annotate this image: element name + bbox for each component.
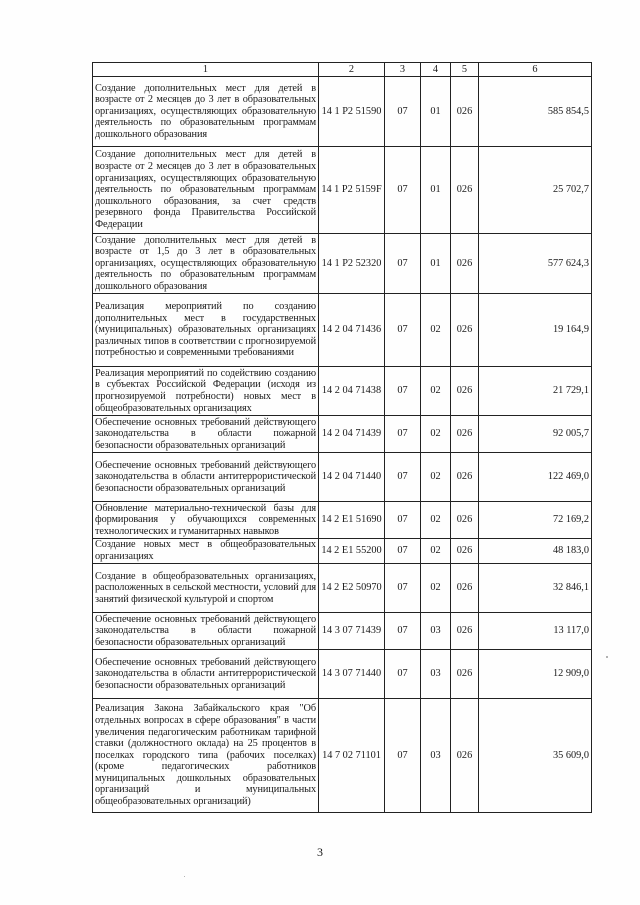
scan-speck (184, 876, 185, 877)
row-section: 07 (385, 234, 421, 294)
row-amount: 19 164,9 (479, 294, 592, 367)
row-code: 14 1 P2 52320 (319, 234, 385, 294)
row-code: 14 2 E1 55200 (319, 539, 385, 564)
row-amount: 92 005,7 (479, 416, 592, 453)
row-code: 14 2 04 71440 (319, 453, 385, 502)
row-amount: 122 469,0 (479, 453, 592, 502)
row-name: Реализация мероприятий по содействию созданию в субъектах Российской Федерации (исходя из прогнозируемой потребности) новых мест в общеобразовательных организациях (93, 367, 319, 416)
row-code: 14 2 04 71439 (319, 416, 385, 453)
row-code: 14 7 02 71101 (319, 699, 385, 813)
row-subsection: 01 (421, 147, 451, 234)
row-group: 026 (451, 367, 479, 416)
row-name: Реализация мероприятий по созданию дополнительных мест в государственных (муниципальных) образовательных организациях различных типов в соответствии с прогнозируемой потребностью и современными требованиями (93, 294, 319, 367)
row-amount: 577 624,3 (479, 234, 592, 294)
row-group: 026 (451, 539, 479, 564)
table-row (93, 234, 592, 294)
row-group: 026 (451, 77, 479, 147)
row-section: 07 (385, 147, 421, 234)
page-number: 3 (317, 845, 323, 859)
scan-speck (606, 656, 608, 658)
row-section: 07 (385, 453, 421, 502)
table-row (93, 613, 592, 650)
table-row (93, 564, 592, 613)
row-section: 07 (385, 294, 421, 367)
row-name: Обеспечение основных требований действующего законодательства в области антитеррористической безопасности образовательных организаций (93, 453, 319, 502)
column-header-amount: 6 (479, 63, 592, 77)
row-group: 026 (451, 234, 479, 294)
row-code: 14 3 07 71440 (319, 650, 385, 699)
column-header-code: 2 (319, 63, 385, 77)
budget-table (92, 62, 592, 813)
table-row (93, 699, 592, 813)
row-subsection: 02 (421, 294, 451, 367)
row-subsection: 03 (421, 613, 451, 650)
table-row (93, 367, 592, 416)
table-row (93, 147, 592, 234)
row-group: 026 (451, 294, 479, 367)
row-section: 07 (385, 564, 421, 613)
row-subsection: 03 (421, 699, 451, 813)
row-name: Создание дополнительных мест для детей в возрасте от 2 месяцев до 3 лет в образовательных организациях, осуществляющих образовательную деятельность по образовательным программам дошкольного образования, за счет средств резервного фонда Правительства Российской Федерации (93, 147, 319, 234)
row-subsection: 02 (421, 367, 451, 416)
row-section: 07 (385, 416, 421, 453)
table-row (93, 650, 592, 699)
row-subsection: 01 (421, 77, 451, 147)
row-section: 07 (385, 699, 421, 813)
row-code: 14 2 04 71436 (319, 294, 385, 367)
row-subsection: 02 (421, 502, 451, 539)
row-section: 07 (385, 650, 421, 699)
row-amount: 12 909,0 (479, 650, 592, 699)
row-amount: 48 183,0 (479, 539, 592, 564)
row-subsection: 01 (421, 234, 451, 294)
row-name: Создание в общеобразовательных организациях, расположенных в сельской местности, условий для занятий физической культурой и спортом (93, 564, 319, 613)
row-code: 14 3 07 71439 (319, 613, 385, 650)
row-amount: 13 117,0 (479, 613, 592, 650)
row-group: 026 (451, 699, 479, 813)
row-code: 14 2 E1 51690 (319, 502, 385, 539)
row-group: 026 (451, 650, 479, 699)
row-code: 14 2 04 71438 (319, 367, 385, 416)
row-name: Обеспечение основных требований действующего законодательства в области пожарной безопасности образовательных организаций (93, 613, 319, 650)
row-amount: 32 846,1 (479, 564, 592, 613)
row-subsection: 03 (421, 650, 451, 699)
table-row (93, 77, 592, 147)
row-code: 14 2 E2 50970 (319, 564, 385, 613)
table-row (93, 294, 592, 367)
row-section: 07 (385, 613, 421, 650)
row-group: 026 (451, 613, 479, 650)
row-amount: 25 702,7 (479, 147, 592, 234)
row-subsection: 02 (421, 416, 451, 453)
row-subsection: 02 (421, 453, 451, 502)
row-group: 026 (451, 416, 479, 453)
row-section: 07 (385, 367, 421, 416)
row-code: 14 1 P2 51590 (319, 77, 385, 147)
row-name: Создание дополнительных мест для детей в возрасте от 1,5 до 3 лет в образовательных организациях, осуществляющих образовательную деятельность по образовательным программам дошкольного образования (93, 234, 319, 294)
table-row (93, 416, 592, 453)
row-name: Обновление материально-технической базы для формирования у обучающихся современных технологических и гуманитарных навыков (93, 502, 319, 539)
table-row (93, 502, 592, 539)
column-header-subsection: 4 (421, 63, 451, 77)
row-group: 026 (451, 502, 479, 539)
row-group: 026 (451, 453, 479, 502)
column-header-section: 3 (385, 63, 421, 77)
row-section: 07 (385, 539, 421, 564)
table-row (93, 539, 592, 564)
row-code: 14 1 P2 5159F (319, 147, 385, 234)
row-section: 07 (385, 502, 421, 539)
row-name: Создание дополнительных мест для детей в возрасте от 2 месяцев до 3 лет в образовательных организациях, осуществляющих образовательную деятельность по образовательным программам дошкольного образования (93, 77, 319, 147)
column-header-name: 1 (93, 63, 319, 77)
row-subsection: 02 (421, 539, 451, 564)
table-row (93, 453, 592, 502)
row-name: Реализация Закона Забайкальского края "Об отдельных вопросах в сфере образования" в части увеличения педагогическим работникам тарифной ставки (должностного оклада) на 25 процентов в поселках городского типа (рабочих поселках) (кроме педагогических работников муниципальных дошкольных образовательных организаций и муниципальных общеобразовательных организаций) (93, 699, 319, 813)
row-amount: 72 169,2 (479, 502, 592, 539)
column-header-group: 5 (451, 63, 479, 77)
row-name: Обеспечение основных требований действующего законодательства в области пожарной безопасности образовательных организаций (93, 416, 319, 453)
row-section: 07 (385, 77, 421, 147)
row-name: Обеспечение основных требований действующего законодательства в области антитеррористической безопасности образовательных организаций (93, 650, 319, 699)
row-amount: 21 729,1 (479, 367, 592, 416)
header-row (93, 63, 592, 77)
row-name: Создание новых мест в общеобразовательных организациях (93, 539, 319, 564)
row-group: 026 (451, 147, 479, 234)
row-subsection: 02 (421, 564, 451, 613)
row-amount: 585 854,5 (479, 77, 592, 147)
row-amount: 35 609,0 (479, 699, 592, 813)
row-group: 026 (451, 564, 479, 613)
